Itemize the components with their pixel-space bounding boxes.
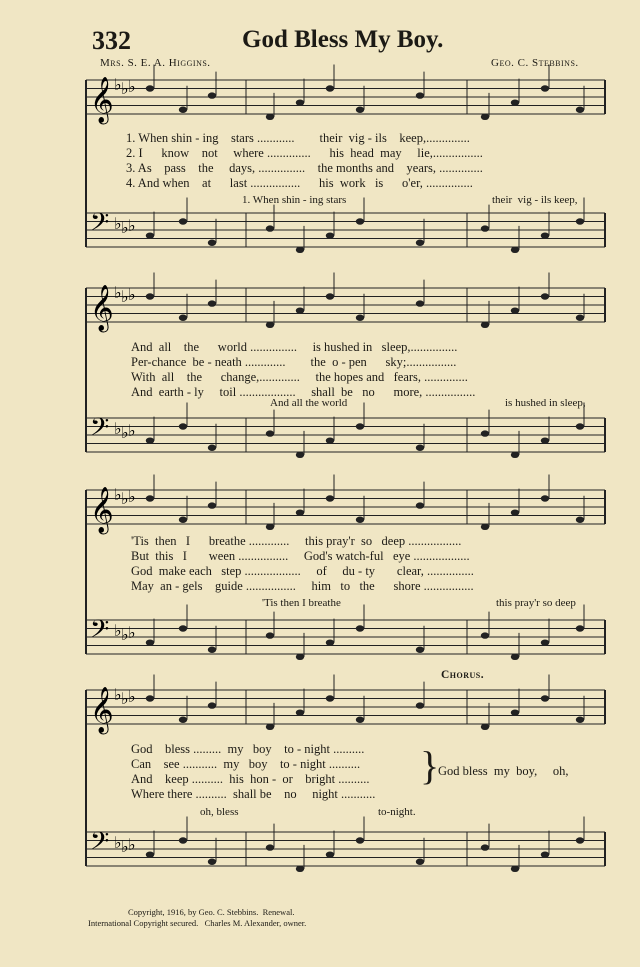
flat-icon: ♭ — [114, 621, 122, 640]
note-head — [511, 866, 519, 872]
flat-icon: ♭ — [128, 420, 136, 440]
flat-icon: ♭ — [121, 625, 129, 645]
hymn-number: 332 — [92, 26, 131, 55]
note-head — [296, 866, 304, 872]
flat-icon: ♭ — [114, 75, 122, 94]
note-head — [296, 709, 304, 715]
verse-line-1-4: 4. And when at last ................ his work is o'er, ............... — [126, 176, 473, 190]
verse-line-2-3: With all the change,............. the hopes and fears, .............. — [131, 370, 468, 384]
note-head — [356, 837, 364, 843]
flat-icon: ♭ — [128, 486, 136, 506]
flat-icon: ♭ — [121, 489, 129, 509]
treble-clef-icon: 𝄞 — [90, 285, 114, 331]
note-head — [326, 695, 334, 701]
note-head — [266, 724, 274, 730]
note-head — [266, 844, 274, 850]
verse-line-1-3: 3. As pass the days, ............... the months and years, .............. — [126, 161, 483, 175]
note-head — [576, 837, 584, 843]
cue-left-2: And all the world — [270, 397, 348, 409]
verse-brace: } — [420, 743, 440, 788]
flat-icon: ♭ — [128, 686, 136, 706]
note-head — [146, 851, 154, 857]
flat-icon: ♭ — [128, 284, 136, 304]
note-head — [541, 695, 549, 701]
flat-icon: ♭ — [114, 214, 122, 233]
treble-clef-icon: 𝄞 — [90, 487, 114, 533]
cue-right-2: is hushed in sleep, — [505, 397, 586, 409]
flat-icon: ♭ — [128, 834, 136, 854]
verse-line-2-4: And earth - ly toil .................. shall be no more, ................ — [131, 385, 476, 399]
flat-icon: ♭ — [114, 419, 122, 438]
verse-line-4-4: Where there .......... shall be no night ........... — [131, 787, 376, 801]
copyright-line-1: Copyright, 1916, by Geo. C. Stebbins. Renewal. — [128, 907, 295, 917]
cue-left-1: 1. When shin - ing stars — [242, 194, 347, 206]
cue-left-3: 'Tis then I breathe — [262, 597, 341, 609]
cue-right-4: to-night. — [378, 806, 416, 818]
flat-icon: ♭ — [121, 423, 129, 443]
lyricist-credit: Mrs. S. E. A. Higgins. — [100, 57, 211, 69]
chorus-label: Chorus. — [441, 669, 485, 681]
note-head — [481, 844, 489, 850]
note-head — [208, 702, 216, 708]
note-head — [481, 724, 489, 730]
verse-line-4-3: And keep .......... his hon - or bright .......... — [131, 772, 370, 786]
verse-line-4-1: God bless ......... my boy to - night .......... — [131, 742, 365, 756]
verse-line-4-2: Can see ........... my boy to - night .......... — [131, 757, 361, 771]
flat-icon: ♭ — [121, 837, 129, 857]
verse-line-3-2: But this I ween ................ God's watch-ful eye .................. — [131, 549, 470, 563]
flat-icon: ♭ — [114, 833, 122, 852]
verse-line-2-2: Per-chance be - neath ............. the o - pen sky;................ — [131, 355, 457, 369]
note-head — [356, 717, 364, 723]
cue-right-1: their vig - ils keep, — [492, 194, 578, 206]
bass-clef-icon: 𝄢 — [90, 615, 110, 650]
flat-icon: ♭ — [121, 287, 129, 307]
flat-icon: ♭ — [121, 218, 129, 238]
cue-right-3: this pray'r so deep — [496, 597, 576, 609]
treble-clef-icon: 𝄞 — [90, 687, 114, 733]
verse-line-3-1: 'Tis then I breathe ............. this pray'r so deep ................. — [131, 534, 462, 548]
flat-icon: ♭ — [128, 215, 136, 235]
chorus-refrain: God bless my boy, oh, — [438, 764, 569, 778]
note-head — [576, 717, 584, 723]
note-head — [146, 695, 154, 701]
treble-clef-icon: 𝄞 — [90, 77, 114, 123]
flat-icon: ♭ — [128, 76, 136, 96]
bass-clef-icon: 𝄢 — [90, 827, 110, 862]
flat-icon: ♭ — [121, 79, 129, 99]
copyright-line-2: International Copyright secured. Charles M. Alexander, owner. — [88, 918, 307, 928]
flat-icon: ♭ — [114, 685, 122, 704]
bass-clef-icon: 𝄢 — [90, 208, 110, 243]
note-head — [179, 837, 187, 843]
hymn-title: God Bless My Boy. — [242, 26, 444, 53]
note-head — [541, 851, 549, 857]
verse-line-2-1: And all the world ............... is hushed in sleep,............... — [131, 340, 458, 354]
verse-line-1-1: 1. When shin - ing stars ............ their vig - ils keep,.............. — [126, 131, 470, 145]
flat-icon: ♭ — [121, 689, 129, 709]
cue-left-4: oh, bless — [200, 806, 239, 818]
note-head — [511, 709, 519, 715]
flat-icon: ♭ — [114, 485, 122, 504]
verse-line-1-2: 2. I know not where .............. his head may lie,................ — [126, 146, 483, 160]
bass-clef-icon: 𝄢 — [90, 413, 110, 448]
note-head — [179, 717, 187, 723]
verse-line-3-3: God make each step .................. of du - ty clear, ............... — [131, 564, 474, 578]
composer-credit: Geo. C. Stebbins. — [491, 57, 579, 69]
note-head — [208, 859, 216, 865]
note-head — [416, 859, 424, 865]
flat-icon: ♭ — [128, 622, 136, 642]
note-head — [416, 702, 424, 708]
note-head — [326, 851, 334, 857]
verse-line-3-4: May an - gels guide ................ him to the shore ................ — [131, 579, 474, 593]
flat-icon: ♭ — [114, 283, 122, 302]
